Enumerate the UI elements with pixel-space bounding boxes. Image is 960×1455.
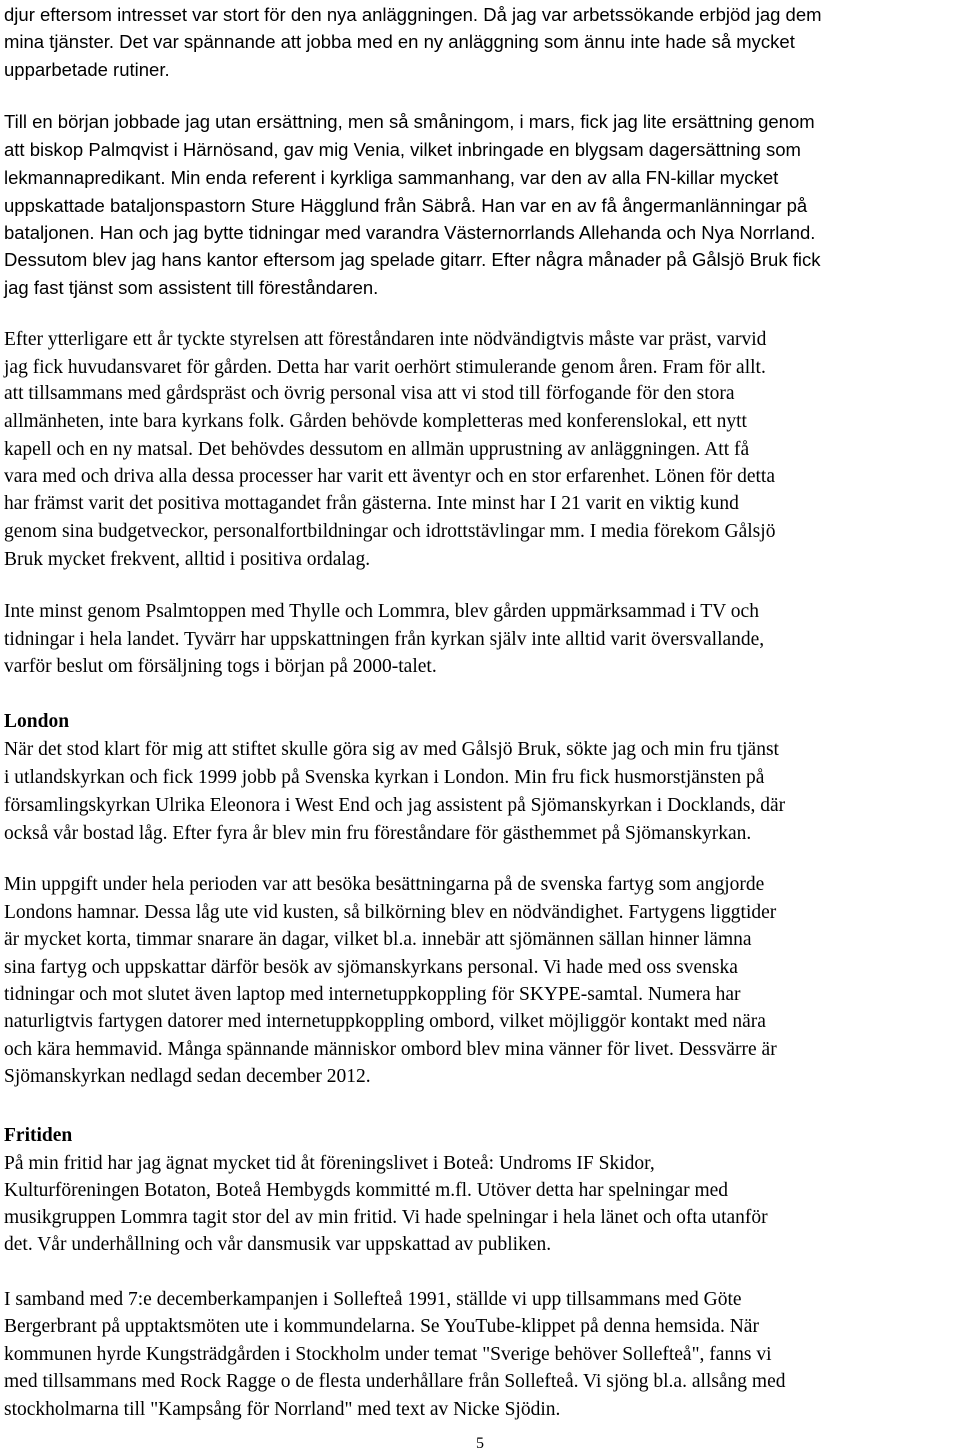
text-line: jag fast tjänst som assistent till föreståndaren. [4, 277, 379, 298]
text-line: I samband med 7:e decemberkampanjen i Sollefteå 1991, ställde vi upp tillsammans med Göte [4, 1289, 742, 1310]
text-line: lekmannapredikant. Min enda referent i kyrkliga sammanhang, var den av alla FN-killar mycket [4, 167, 779, 188]
text-line: med tillsammans med Rock Ragge o de flesta underhållare från Sollefteå. Vi sjöng bl.a. allsång med [4, 1371, 786, 1392]
text-line: Till en början jobbade jag utan ersättning, men så småningom, i mars, fick jag lite ersättning genom [4, 111, 815, 132]
text-line: uppskattade bataljonspastorn Sture Hägglund från Säbrå. Han var en av få ångermanlänningar på [4, 195, 808, 216]
text-line: stockholmarna till "Kampsång för Norrland" med text av Nicke Sjödin. [4, 1399, 561, 1420]
text-line: musikgruppen Lommra tagit stor del av min fritid. Vi hade spelningar i hela länet och ofta utanför [4, 1207, 768, 1228]
text-line: Bruk mycket frekvent, alltid i positiva ordalag. [4, 549, 371, 570]
text-line: naturligtvis fartygen datorer med internetuppkoppling ombord, vilket möjliggör kontakt med nära [4, 1011, 766, 1032]
text-line: kommunen hyrde Kungsträdgården i Stockholm under temat "Sverige behöver Sollefteå", fanns vi [4, 1344, 772, 1365]
text-line: När det stod klart för mig att stiftet skulle göra sig av med Gålsjö Bruk, sökte jag och min fru tjänst [4, 739, 779, 760]
text-line: att biskop Palmqvist i Härnösand, gav mig Venia, vilket inbringade en blygsam dagersättning som [4, 139, 801, 160]
text-line: genom sina budgetveckor, personalfortbildningar och idrottstävlingar mm. I media förekom Gålsjö [4, 521, 776, 542]
text-line: att tillsammans med gårdspräst och övrig personal visa att vi stod till förfogande för den stora [4, 383, 735, 404]
text-line: Inte minst genom Psalmtoppen med Thylle och Lommra, blev gården uppmärksammad i TV och [4, 601, 759, 622]
text-line: varför beslut om försäljning togs i början på 2000-talet. [4, 656, 437, 677]
text-line: har främst varit det positiva mottagandet från gästerna. Inte minst har I 21 varit en viktig kund [4, 493, 739, 514]
text-line: Bergerbrant på upptaktsmöten ute i kommundelarna. Se YouTube-klippet på denna hemsida. När [4, 1316, 759, 1337]
text-line: tidningar i hela landet. Tyvärr har uppskattningen från kyrkan själv inte alltid varit översvallande, [4, 629, 765, 650]
text-line: tidningar och mot slutet även laptop med internetuppkoppling för SKYPE-samtal. Numera har [4, 984, 741, 1005]
text-line: sina fartyg och uppskattar därför besök av sjömanskyrkans personal. Vi hade med oss svenska [4, 957, 738, 978]
text-line: djur eftersom intresset var stort för den nya anläggningen. Då jag var arbetssökande erbjöd jag dem [4, 4, 822, 25]
text-line: kapell och en ny matsal. Det behövdes dessutom en allmän upprustning av anläggningen. Att få [4, 439, 750, 460]
text-line: församlingskyrkan Ulrika Eleonora i West End och jag assistent på Sjömanskyrkan i Docklands, där [4, 795, 786, 816]
text-line: Min uppgift under hela perioden var att besöka besättningarna på de svenska fartyg som angjorde [4, 874, 765, 895]
text-line: i utlandskyrkan och fick 1999 jobb på Svenska kyrkan i London. Min fru fick husmorstjänsten på [4, 767, 765, 788]
text-line: Efter ytterligare ett år tyckte styrelsen att föreståndaren inte nödvändigtvis måste var präst, varvid [4, 329, 767, 350]
text-line: och kära hemmavid. Många spännande människor ombord blev mina vänner för livet. Dessvärre är [4, 1039, 777, 1060]
section-heading: Fritiden [4, 1125, 73, 1146]
text-line: Dessutom blev jag hans kantor eftersom jag spelade gitarr. Efter några månader på Gålsjö Bruk fick [4, 249, 821, 270]
text-line: upparbetade rutiner. [4, 59, 170, 80]
text-line: är mycket korta, timmar snarare än dagar, vilket bl.a. innebär att sjömännen sällan hinner lämna [4, 929, 752, 950]
text-line: Londons hamnar. Dessa låg ute vid kusten, så bilkörning blev en nödvändighet. Fartygens liggtider [4, 902, 777, 923]
text-line: På min fritid har jag ägnat mycket tid åt föreningslivet i Boteå: Undroms IF Skidor, [4, 1153, 655, 1174]
text-line: Kulturföreningen Botaton, Boteå Hembygds kommitté m.fl. Utöver detta har spelningar med [4, 1180, 729, 1201]
section-heading: London [4, 711, 70, 732]
page-number: 5 [476, 1435, 484, 1452]
text-line: allmänheten, inte bara kyrkans folk. Gården behövde kompletteras med konferenslokal, ett nytt [4, 411, 747, 432]
text-line: vara med och driva alla dessa processer har varit ett äventyr och en stor erfarenhet. Lönen för detta [4, 466, 775, 487]
text-line: också vår bostad låg. Efter fyra år blev min fru föreståndare för gästhemmet på Sjömanskyrkan. [4, 823, 752, 844]
text-line: mina tjänster. Det var spännande att jobba med en ny anläggning som ännu inte hade så mycket [4, 31, 795, 52]
text-line: bataljonen. Han och jag bytte tidningar med varandra Västernorrlands Allehanda och Nya Norrland. [4, 222, 816, 243]
text-line: jag fick huvudansvaret för gården. Detta har varit oerhört stimulerande genom åren. Fram för allt. [4, 357, 766, 378]
text-line: Sjömanskyrkan nedlagd sedan december 2012. [4, 1066, 371, 1087]
text-line: det. Vår underhållning och vår dansmusik var uppskattad av publiken. [4, 1234, 552, 1255]
